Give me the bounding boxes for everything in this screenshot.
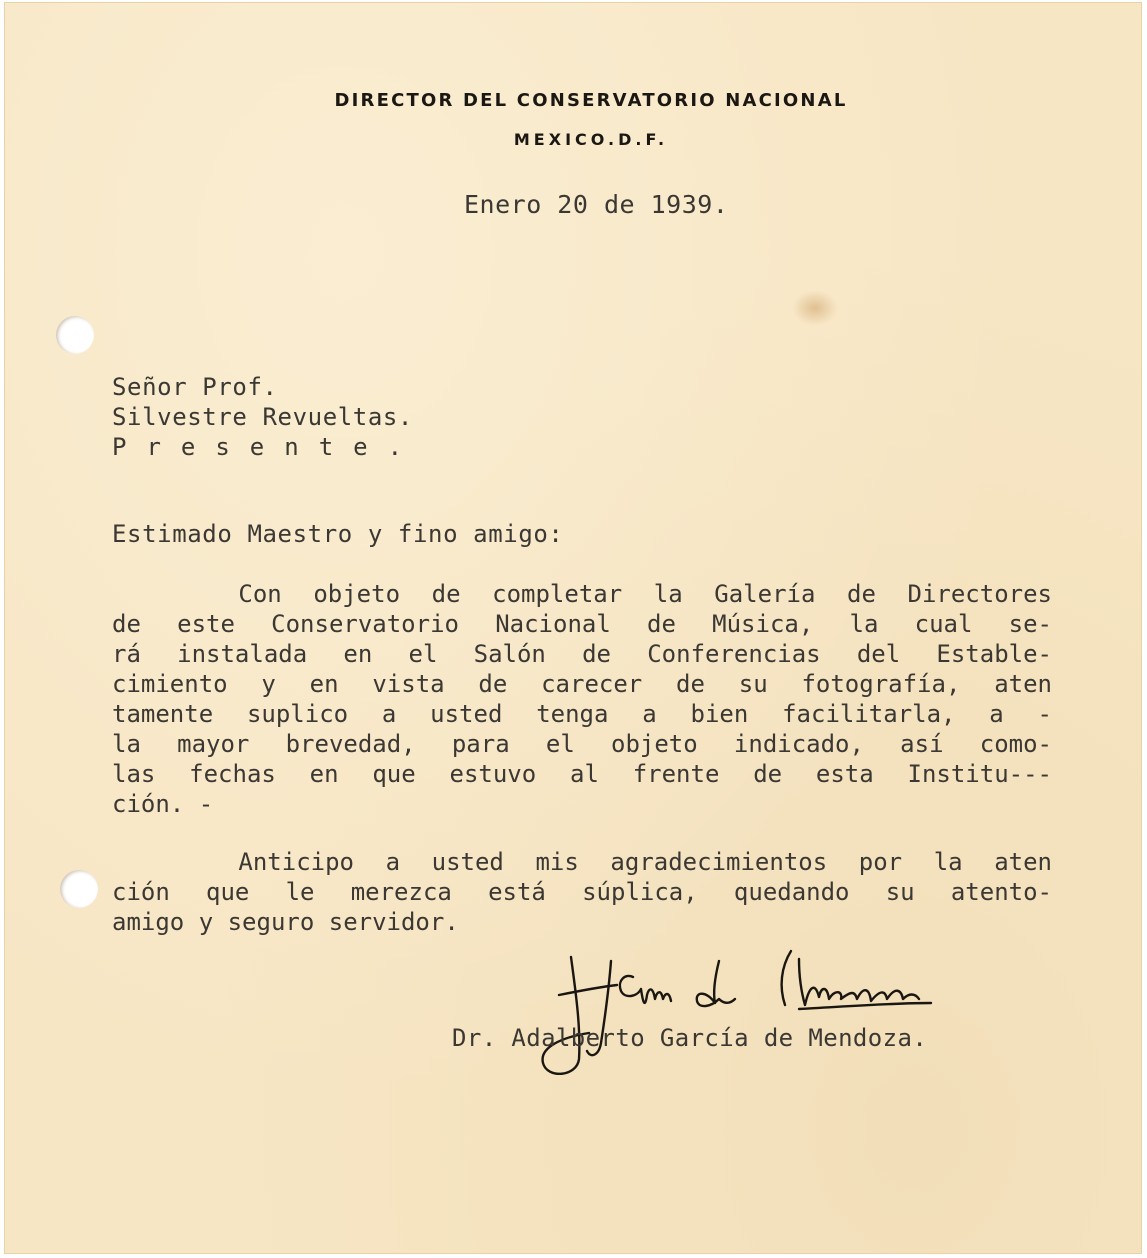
letterhead-title: DIRECTOR DEL CONSERVATORIO NACIONAL [334, 90, 848, 111]
body-line: ción. - [112, 790, 214, 818]
punch-hole [60, 870, 98, 908]
salutation: Estimado Maestro y fino amigo: [112, 520, 564, 548]
signer-name: Dr. Adalberto García de Mendoza. [452, 1024, 928, 1052]
paper-stain [792, 290, 838, 326]
body-line: la mayor brevedad, para el objeto indicado, así como- [112, 730, 1052, 758]
body-line: Con objeto de completar la Galería de Directores [112, 580, 1052, 608]
body-line: las fechas en que estuvo al frente de esta Institu--- [112, 760, 1052, 788]
punch-hole [56, 316, 94, 354]
signature-text: A. García de Mendoza [729, 1075, 741, 1076]
letter-date: Enero 20 de 1939. [464, 190, 729, 219]
letter-sheet [4, 2, 1142, 1254]
letterhead-location: MEXICO.D.F. [513, 130, 669, 149]
recipient-presente: Presente. [112, 433, 423, 461]
body-paragraph-1 [112, 579, 1052, 819]
body-line: de este Conservatorio Nacional de Música, la cual se- [112, 610, 1052, 638]
recipient-title: Señor Prof. [112, 373, 278, 401]
handwritten-signature [529, 947, 939, 1082]
body-line: rá instalada en el Salón de Conferencias del Estable- [112, 640, 1052, 668]
body-line: cimiento y en vista de carecer de su fotografía, aten [112, 670, 1052, 698]
body-line: amigo y seguro servidor. [112, 908, 459, 936]
body-paragraph-2 [112, 847, 1052, 937]
body-line: tamente suplico a usted tenga a bien facilitarla, a - [112, 700, 1052, 728]
recipient-name: Silvestre Revueltas. [112, 403, 413, 431]
body-line: Anticipo a usted mis agradecimientos por la aten [112, 848, 1052, 876]
body-line: ción que le merezca está súplica, quedando su atento- [112, 878, 1052, 906]
